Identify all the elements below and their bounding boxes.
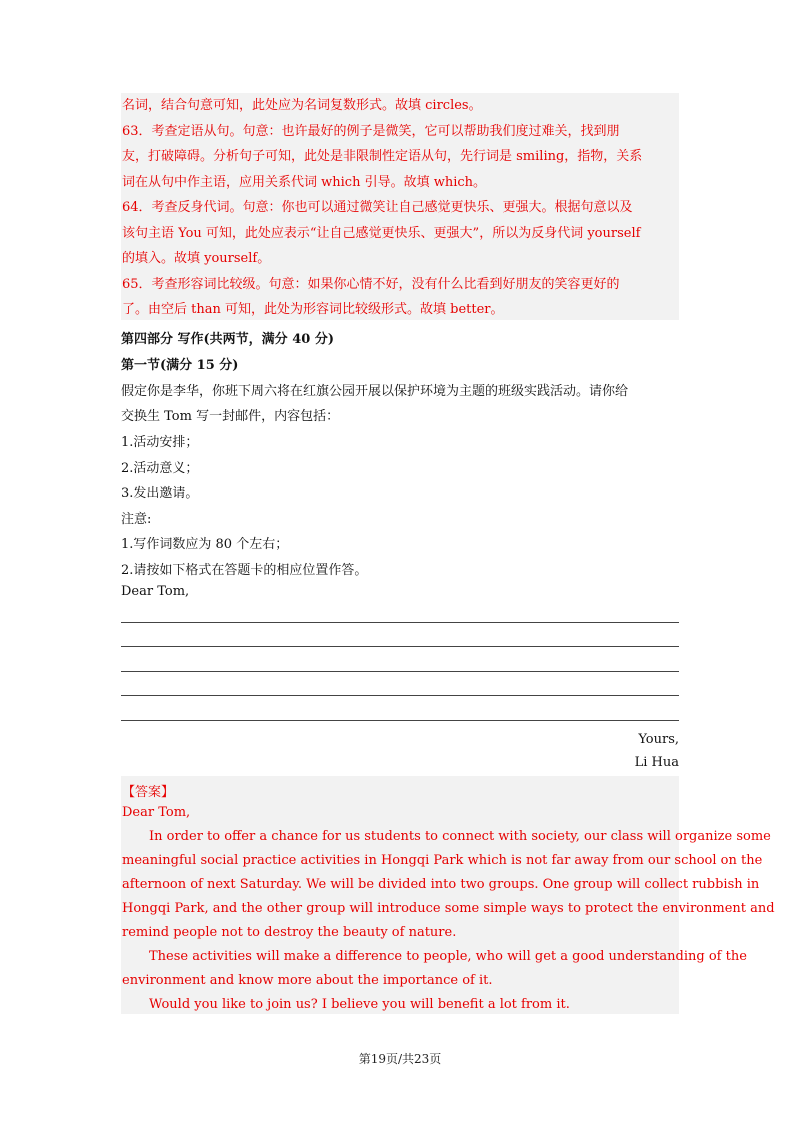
explanation-line: 63．考查定语从句。句意：也许最好的例子是微笑，它可以帮助我们度过难关，找到朋 [122, 123, 620, 139]
explanation-line: 64．考查反身代词。句意：你也可以通过微笑让自己感觉更快乐、更强大。根据句意以及 [122, 200, 633, 215]
explanation-block [121, 93, 679, 320]
letter-signature: Li Hua [634, 755, 679, 770]
subsection-title: 第一节(满分 15 分) [121, 358, 239, 373]
answer-block [121, 776, 775, 1014]
prompt-line: 交换生 Tom 写一封邮件，内容包括： [121, 409, 340, 424]
answer-line: environment and know more about the importance of it. [122, 973, 493, 988]
answer-line: remind people not to destroy the beauty of nature. [122, 925, 457, 940]
note-item: 1.写作词数应为 80 个左右； [121, 537, 289, 552]
answer-line: Hongqi Park, and the other group will introduce some simple ways to protect the environment and [122, 901, 775, 916]
answer-salutation: Dear Tom, [122, 805, 191, 820]
answer-line: Would you like to join us? I believe you will benefit a lot from it. [149, 997, 570, 1012]
requirement-item: 1.活动安排； [121, 435, 199, 450]
explanation-line: 名词，结合句意可知，此处应为名词复数形式。故填 circles。 [122, 98, 482, 113]
part-title: 第四部分 写作(共两节，满分 40 分) [121, 332, 334, 347]
writing-line [121, 695, 679, 696]
explanation-line: 65．考查形容词比较级。句意：如果你心情不好，没有什么比看到好朋友的笑容更好的 [122, 276, 620, 292]
explanation-line: 友，打破障碍。分析句子可知，此处是非限制性定语从句，先行词是 smiling，指物，关系 [122, 149, 643, 164]
requirement-item: 3.发出邀请。 [121, 486, 199, 501]
writing-line [121, 646, 679, 647]
explanation-line: 了。由空后 than 可知，此处为形容词比较级形式。故填 better。 [122, 302, 504, 317]
explanation-line: 该句主语 You 可知，此处应表示“让自己感觉更快乐、更强大”，所以为反身代词 yourself [122, 225, 641, 241]
writing-line [121, 720, 679, 721]
letter-closing: Yours, [638, 732, 679, 747]
explanation-line: 词在从句中作主语，应用关系代词 which 引导。故填 which。 [122, 174, 487, 190]
page-number: 第19页/共23页 [358, 1052, 442, 1066]
answer-label: 【答案】 [122, 785, 175, 800]
answer-line: In order to offer a chance for us students to connect with society, our class will organize some [149, 829, 771, 844]
answer-line: These activities will make a difference to people, who will get a good understanding of the [149, 949, 747, 964]
requirement-item: 2.活动意义； [121, 461, 199, 476]
writing-line [121, 622, 679, 623]
letter-salutation: Dear Tom, [121, 584, 190, 599]
answer-line: afternoon of next Saturday. We will be divided into two groups. One group will collect rubbish in [122, 877, 760, 892]
prompt-line: 假定你是李华，你班下周六将在红旗公园开展以保护环境为主题的班级实践活动。请你给 [121, 384, 629, 399]
answer-line: meaningful social practice activities in Hongqi Park which is not far away from our school on the [122, 853, 763, 868]
notes-title: 注意: [121, 512, 152, 527]
writing-line [121, 671, 679, 672]
explanation-line: 的填入。故填 yourself。 [122, 251, 271, 266]
note-item: 2.请按如下格式在答题卡的相应位置作答。 [121, 563, 368, 578]
